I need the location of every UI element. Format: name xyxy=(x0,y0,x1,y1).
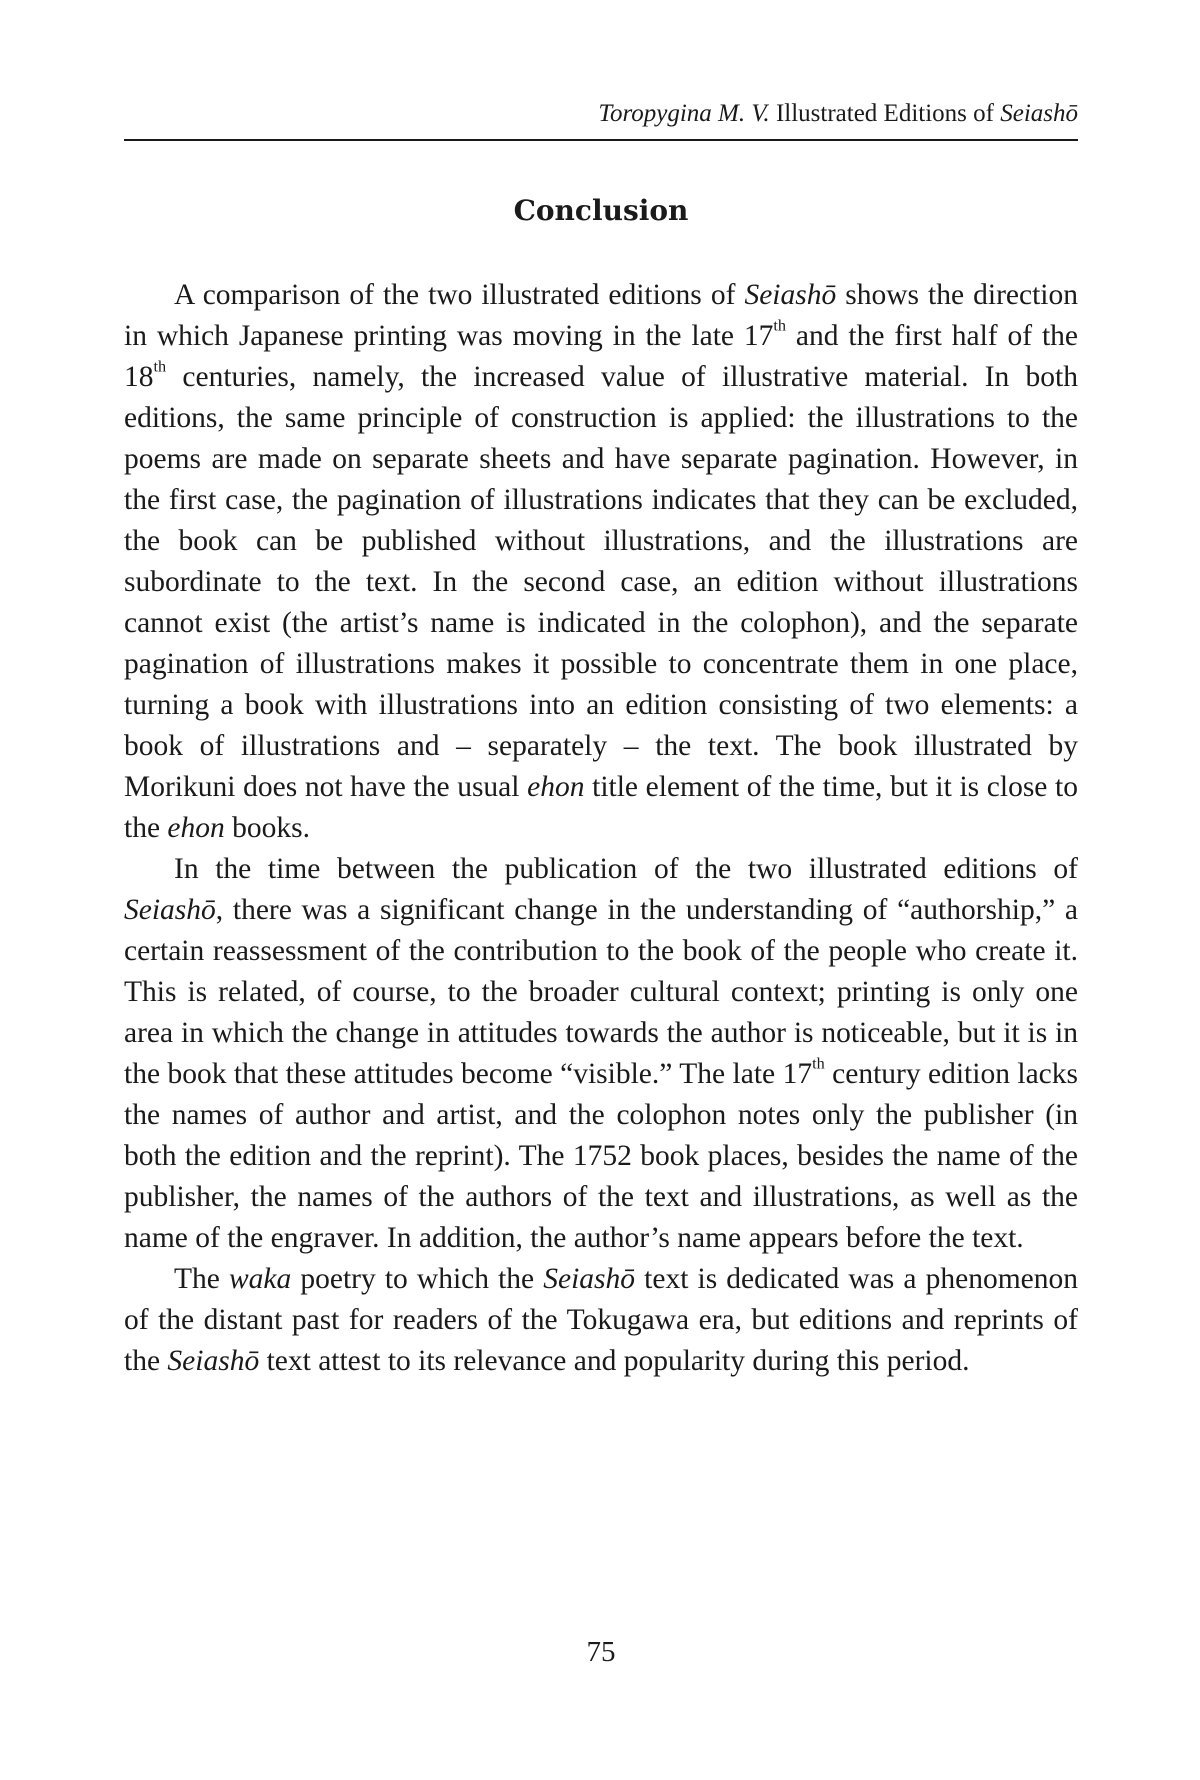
italic-term: Seiashō xyxy=(543,1263,636,1295)
header-author: Toropygina M. V. xyxy=(598,100,770,127)
superscript: th xyxy=(812,1054,825,1073)
italic-term: ehon xyxy=(167,812,225,844)
header-rule xyxy=(124,139,1078,141)
text-run: poetry to which the xyxy=(291,1263,544,1295)
italic-term: waka xyxy=(228,1263,292,1295)
superscript: th xyxy=(153,357,167,376)
running-header xyxy=(124,98,1078,130)
paragraph-1 xyxy=(124,275,1078,849)
text-run: and the first half of the 18 xyxy=(124,320,1078,393)
page-number: 75 xyxy=(586,1636,616,1668)
header-title: Illustrated Editions of xyxy=(769,100,1001,127)
text-run: centuries, namely, the increased value of illustrative material. In both editions, the same principle of construction is applied: the illustrations to the poems are made on separate sheets and have separate pagination. However, in the first case, the pagination of illustrations indicates that they can be excluded, the book can be published without illustrations, and the illustrations are subordinate to the text. In the second case, an edition without illustrations cannot exist (the artist’s name is indicated in the colophon), and the separate pagination of illustrations makes it possible to concentrate them in one place, turning a book with illustrations into an edition consisting of two elements: a book of illustrations and – separately – the text. The book illustrated by Morikuni does not have the usual xyxy=(124,361,1078,803)
text-run: text is dedicated was a phenomenon of the distant past for readers of the Tokugawa era, but editions and reprints of the xyxy=(124,1263,1078,1377)
text-run: title element of the time, but it is close to the xyxy=(124,771,1078,844)
italic-term: Seiashō xyxy=(744,279,837,311)
italic-term: ehon xyxy=(527,771,585,803)
paragraph-3 xyxy=(124,1259,1078,1382)
text-run: A comparison of the two illustrated editions of xyxy=(174,279,745,311)
text-run: century edition lacks the names of author and artist, and the colophon notes only the publisher (in both the edition and the reprint). The 1752 book places, besides the name of the publisher, the names of the authors of the text and illustrations, as well as the name of the engraver. In addition, the author’s name appears before the text. xyxy=(124,1058,1078,1254)
italic-term: Seiashō xyxy=(167,1345,260,1377)
superscript: th xyxy=(773,316,787,335)
paragraph-2 xyxy=(124,849,1078,1259)
section-title: Conclusion xyxy=(513,194,689,227)
italic-term: Seiashō xyxy=(124,894,216,926)
text-run: text attest to its relevance and popularity during this period. xyxy=(259,1345,970,1377)
text-run: shows the direction in which Japanese printing was moving in the late 17 xyxy=(124,279,1078,352)
text-run: books. xyxy=(224,812,310,844)
text-run: , there was a significant change in the understanding of “authorship,” a certain reassessment of the contribution to the book of the people who create it. This is related, of course, to the broader cultural context; printing is only one area in which the change in attitudes towards the author is noticeable, but it is in the book that these attitudes become “visible.” The late 17 xyxy=(124,894,1078,1090)
header-title-italic: Seiashō xyxy=(1000,100,1078,127)
body-text xyxy=(124,275,1078,1382)
text-run: In the time between the publication of the two illustrated editions of xyxy=(174,853,1078,885)
text-run: The xyxy=(174,1263,229,1295)
